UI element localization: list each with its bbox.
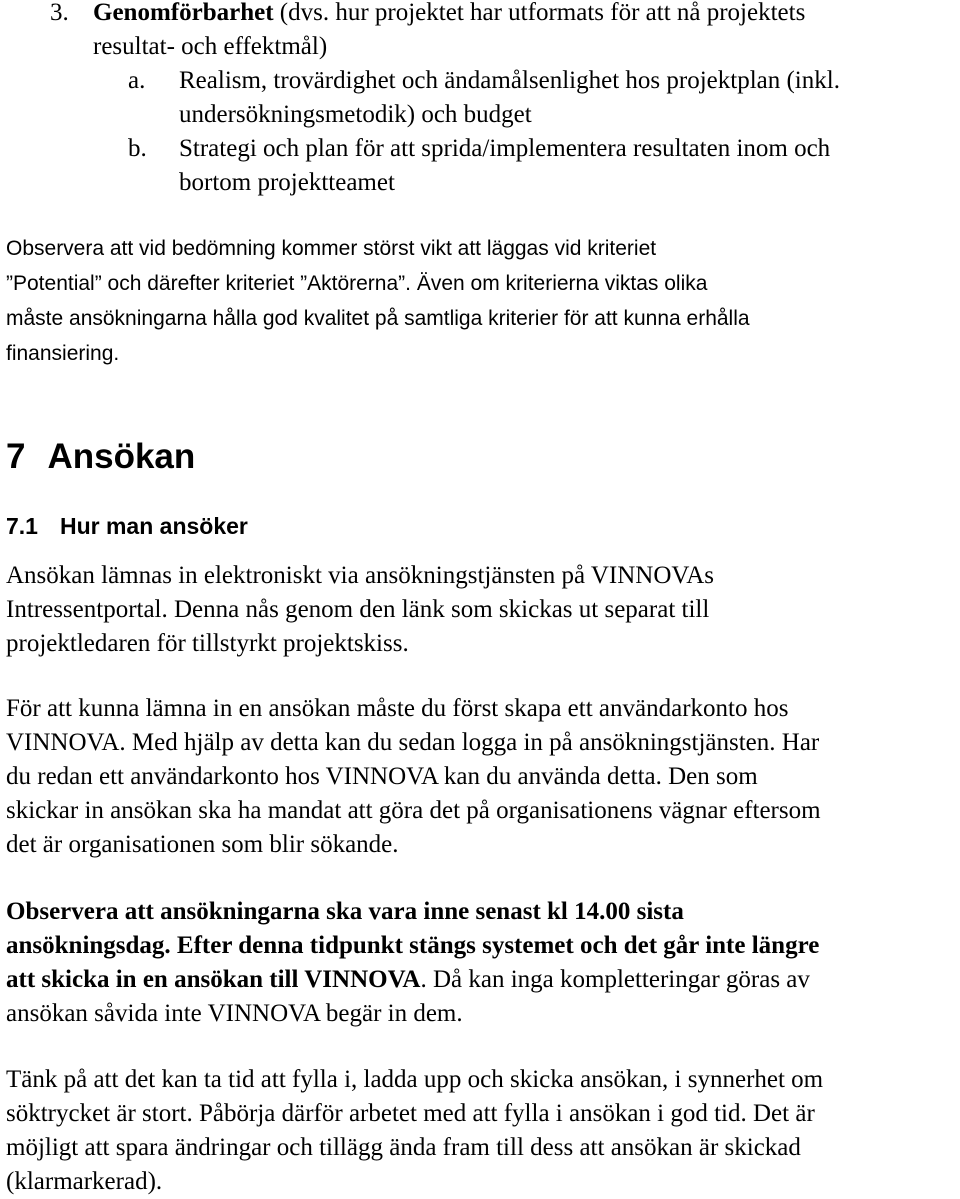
observera-paragraph — [6, 231, 954, 371]
list-item-title: Genomförbarhet — [93, 0, 274, 26]
paragraph-line: söktrycket är stort. Påbörja därför arbetet med att fylla i ansökan i god tid. Det är — [6, 1100, 815, 1127]
sub-item-b — [93, 132, 953, 200]
paragraph-line: Ansökan lämnas in elektroniskt via ansökningstjänsten på VINNOVAs — [6, 562, 715, 589]
paragraph-line: möjligt att spara ändringar och tillägg ända fram till dess att ansökan är skickad — [6, 1134, 801, 1161]
paragraph-line: ”Potential” och därefter kriteriet ”Aktörerna”. Även om kriterierna viktas olika — [6, 272, 708, 295]
sub-item-line: undersökningsmetodik) och budget — [179, 101, 532, 128]
sub-item-line: Realism, trovärdighet och ändamålsenlighet hos projektplan (inkl. — [179, 67, 840, 94]
paragraph-line: ansökan såvida inte VINNOVA begär in dem. — [6, 1000, 463, 1027]
paragraph-line: Tänk på att det kan ta tid att fylla i, ladda upp och skicka ansökan, i synnerhet om — [6, 1066, 824, 1093]
list-item-line-2: resultat- och effektmål) — [93, 33, 328, 60]
paragraph-how-to-apply — [6, 559, 954, 661]
paragraph-line — [6, 963, 954, 997]
sub-item-letter: a. — [128, 67, 146, 94]
paragraph-line: måste ansökningarna hålla god kvalitet på samtliga kriterier för att kunna erhålla — [6, 307, 750, 330]
paragraph-line: du redan ett användarkonto hos VINNOVA kan du använda detta. Den som — [6, 763, 758, 790]
section-number: 7 — [6, 437, 26, 476]
subsection-number: 7.1 — [6, 513, 38, 539]
section-title: Ansökan — [47, 437, 196, 476]
sub-item-letter: b. — [128, 135, 147, 162]
paragraph-line: det är organisationen som blir sökande. — [6, 831, 399, 858]
deadline-notice: att skicka in en ansökan till VINNOVA — [6, 966, 421, 993]
paragraph-line: projektledaren för tillstyrkt projektskiss. — [6, 630, 409, 657]
criteria-list-item-3 — [50, 0, 950, 64]
paragraph-line: Observera att vid bedömning kommer störst vikt att läggas vid kriteriet — [6, 237, 657, 260]
deadline-notice: ansökningsdag. Efter denna tidpunkt stängs systemet och det går inte längre — [6, 932, 820, 959]
paragraph-text: . Då kan inga kompletteringar göras av — [420, 966, 810, 993]
sub-item-a — [93, 64, 953, 132]
paragraph-line: skickar in ansökan ska ha mandat att göra det på organisationens vägnar eftersom — [6, 797, 821, 824]
paragraph-line: finansiering. — [6, 342, 120, 365]
sub-item-line: Strategi och plan för att sprida/implementera resultaten inom och — [179, 135, 831, 162]
deadline-notice: Observera att ansökningarna ska vara inne senast kl 14.00 sista — [6, 898, 684, 925]
paragraph-deadline — [6, 895, 954, 1031]
paragraph-line: För att kunna lämna in en ansökan måste du först skapa ett användarkonto hos — [6, 695, 789, 722]
subsection-title: Hur man ansöker — [59, 513, 248, 539]
list-item-line-1 — [93, 0, 950, 30]
paragraph-line: Intressentportal. Denna nås genom den länk som skickas ut separat till — [6, 596, 710, 623]
paragraph-line: VINNOVA. Med hjälp av detta kan du sedan logga in på ansökningstjänsten. Har — [6, 729, 820, 756]
sub-item-line: bortom projektteamet — [179, 169, 395, 196]
section-heading — [6, 434, 195, 480]
list-item-title-rest: (dvs. hur projektet har utformats för att nå projektets — [273, 0, 806, 26]
paragraph-time-advice — [6, 1063, 954, 1199]
paragraph-user-account — [6, 692, 954, 862]
paragraph-line — [6, 929, 954, 963]
paragraph-line: (klarmarkerad). — [6, 1168, 163, 1195]
subsection-heading — [6, 510, 248, 542]
list-item-number: 3. — [50, 0, 69, 26]
paragraph-line — [6, 895, 954, 929]
